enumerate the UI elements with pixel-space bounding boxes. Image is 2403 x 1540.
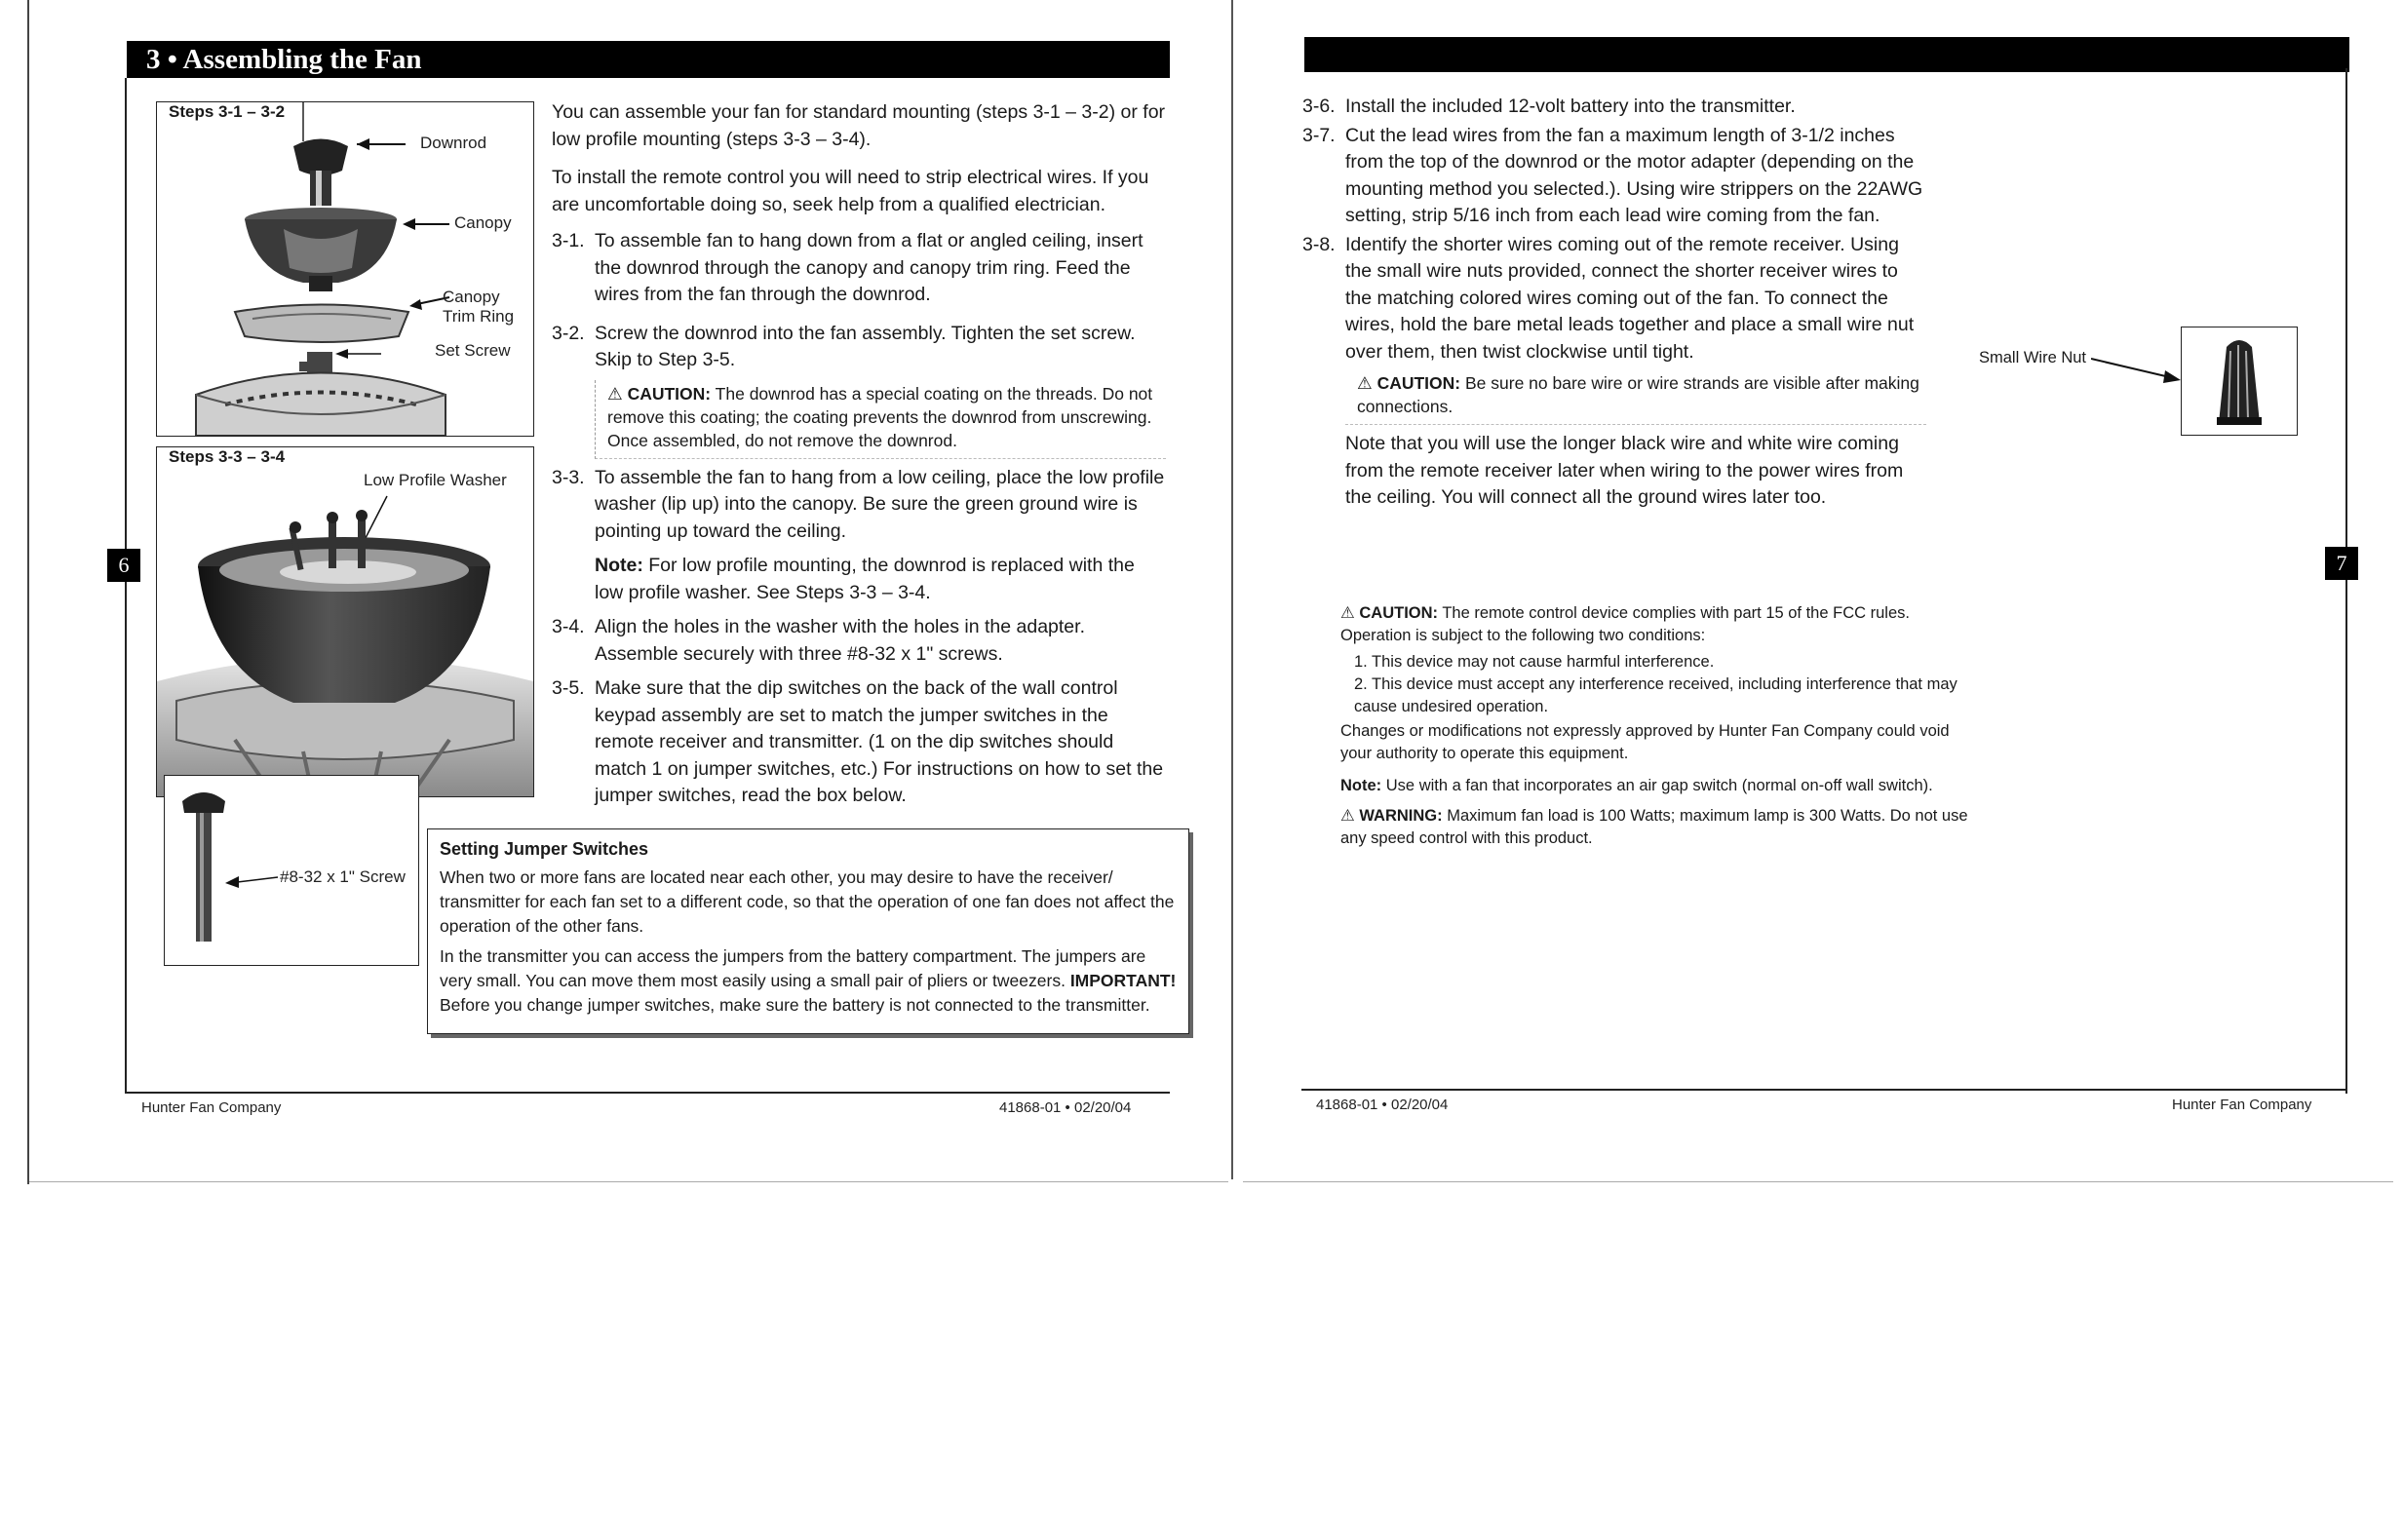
step-3-3: 3-3. To assemble the fan to hang from a low ceiling, place the low profile washer (lip up) into the canopy. Be sure the green ground wire is pointing up toward the ceiling. [552,466,1165,542]
step-3-2: 3-2. Screw the downrod into the fan assembly. Tighten the set screw. Skip to Step 3-5. [552,322,1136,370]
jumper-box-paragraph-2: In the transmitter you can access the jumpers from the battery compartment. The jumpers are very small. You can move them most easily using a small pair of pliers or tweezers. IMPORTANT! Before you change jumper switches, make sure the battery is not connected to the transmitter. [440,946,1177,1015]
intro-paragraph-2: To install the remote control you will need to strip electrical wires. If you are uncomfortable doing so, seek help from a qualified electrician. [552,167,1149,215]
label-canopy-trim: Canopy [443,288,500,306]
warning-triangle-icon: ⚠ [1357,373,1373,393]
left-footer-rule [125,1092,1170,1094]
figure-title: Steps 3-3 – 3-4 [169,447,286,466]
right-footer-company: Hunter Fan Company [2172,1097,2312,1113]
caution-bare-wire: ⚠ CAUTION: Be sure no bare wire or wire strands are visible after making connections. [1345,369,1926,425]
left-page-frame [125,78,127,1092]
fcc-note: Note: Use with a fan that incorporates an air gap switch (normal on-off wall switch). [1340,777,1933,794]
label-trim-ring: Trim Ring [443,307,515,326]
left-text-column [552,99,1166,810]
figure-small-wire-nut [2181,327,2298,436]
right-footer-rule [1301,1089,2347,1091]
right-footer-docnum: 41868-01 • 02/20/04 [1316,1097,1449,1113]
step-3-8: 3-8. Identify the shorter wires coming out of the remote receiver. Using the small wire nuts provided, connect the shorter receiver wires to the matching colored wires coming out of the fan. To connect the wires, hold the bare metal leads together and place a small wire nut over them, then twist clockwise until tight. [1302,233,1915,363]
label-set-screw: Set Screw [435,341,511,360]
left-footer-company: Hunter Fan Company [141,1099,282,1116]
note-low-profile: Note: For low profile mounting, the downrod is replaced with the low profile washer. See Steps 3-3 – 3-4. [595,555,1135,603]
fcc-caution: ⚠ CAUTION: The remote control device complies with part 15 of the FCC rules. Operation is subject to the following two conditions: [1340,604,1910,644]
right-page-bottom-edge [1243,1181,2393,1182]
left-page-bottom-edge [29,1181,1228,1182]
jumper-box-title: Setting Jumper Switches [440,839,649,859]
page-number-tab: 7 [2325,547,2358,580]
fcc-condition-1: 1. This device may not cause harmful interference. [1354,653,1715,671]
low-profile-washer-illustration [157,447,533,796]
step-3-7: 3-7. Cut the lead wires from the fan a maximum length of 3-1/2 inches from the top of the downrod or the motor adapter (depending on the mounting method you selected.). Using wire strippers on the 22AWG setting, strip 5/16 inch from each lead wire coming from the fan. [1302,124,1923,226]
fcc-warning: ⚠ WARNING: Maximum fan load is 100 Watts; maximum lamp is 300 Watts. Do not use any speed control with this product. [1340,807,1968,847]
step-3-1: 3-1. To assemble fan to hang down from a flat or angled ceiling, insert the downrod through the canopy and canopy trim ring. Feed the wires from the fan through the downrod. [552,230,1143,305]
figure-screw [164,775,419,966]
step-3-6: 3-6. Install the included 12-volt battery into the transmitter. [1302,96,1796,117]
warning-triangle-icon: ⚠ [1340,604,1355,622]
fcc-compliance-block [1340,602,1984,850]
label-screw: #8-32 x 1" Screw [280,867,406,886]
figure-steps-3-1 [156,101,534,437]
wire-nut-icon [2182,327,2297,435]
right-header-bar [1304,37,2349,72]
figure-steps-3-3 [156,446,534,797]
warning-triangle-icon: ⚠ [1340,807,1355,825]
step-3-5: 3-5. Make sure that the dip switches on the back of the wall control keypad assembly are set to match the jumper switches in the remote receiver and transmitter. (1 on the dip switches should match 1 on jumper switches, etc.) For instructions on how to set the jumper switches, read the box below. [552,677,1164,806]
label-low-profile-washer: Low Profile Washer [364,471,507,489]
figure-title: Steps 3-1 – 3-2 [169,102,286,121]
left-page-edge [27,0,29,1184]
fcc-condition-2: 2. This device must accept any interference received, including interference that may cause undesired operation. [1354,675,1957,715]
warning-triangle-icon: ⚠ [607,383,623,404]
setting-jumper-switches-box [427,828,1189,1034]
jumper-box-paragraph-1: When two or more fans are located near each other, you may desire to have the receiver/ transmitter for each fan set to a different code, so that the operation of one fan does not affect the operation of the other fans. [440,867,1175,936]
intro-paragraph-1: You can assemble your fan for standard mounting (steps 3-1 – 3-2) or for low profile mounting (steps 3-3 – 3-4). [552,101,1166,150]
step-3-4: 3-4. Align the holes in the washer with the holes in the adapter. Assemble securely with three #8-32 x 1" screws. [552,616,1085,665]
left-footer-docnum: 41868-01 • 02/20/04 [999,1099,1132,1116]
left-header-bar [127,41,1170,78]
page-spine [1231,0,1233,1179]
fcc-changes: Changes or modifications not expressly approved by Hunter Fan Company could void your authority to operate this equipment. [1340,722,1950,762]
wire-nut-pointer-arrow [2091,331,2189,390]
caution-downrod: ⚠ CAUTION: The downrod has a special coating on the threads. Do not remove this coating; the coating prevents the downrod from unscrewing. Once assembled, do not remove the downrod. [595,380,1166,459]
right-text-column [1302,94,1926,512]
note-longer-wires: Note that you will use the longer black wire and white wire coming from the remote receiver later when wiring to the power wires from the ceiling. You will connect all the ground wires later too. [1345,433,1904,508]
label-small-wire-nut: Small Wire Nut [1979,349,2087,366]
section-title: 3 • Assembling the Fan [146,44,422,75]
right-page-frame [2345,68,2347,1094]
label-canopy: Canopy [454,213,512,232]
label-downrod: Downrod [420,134,487,152]
page-number-tab: 6 [107,549,140,582]
